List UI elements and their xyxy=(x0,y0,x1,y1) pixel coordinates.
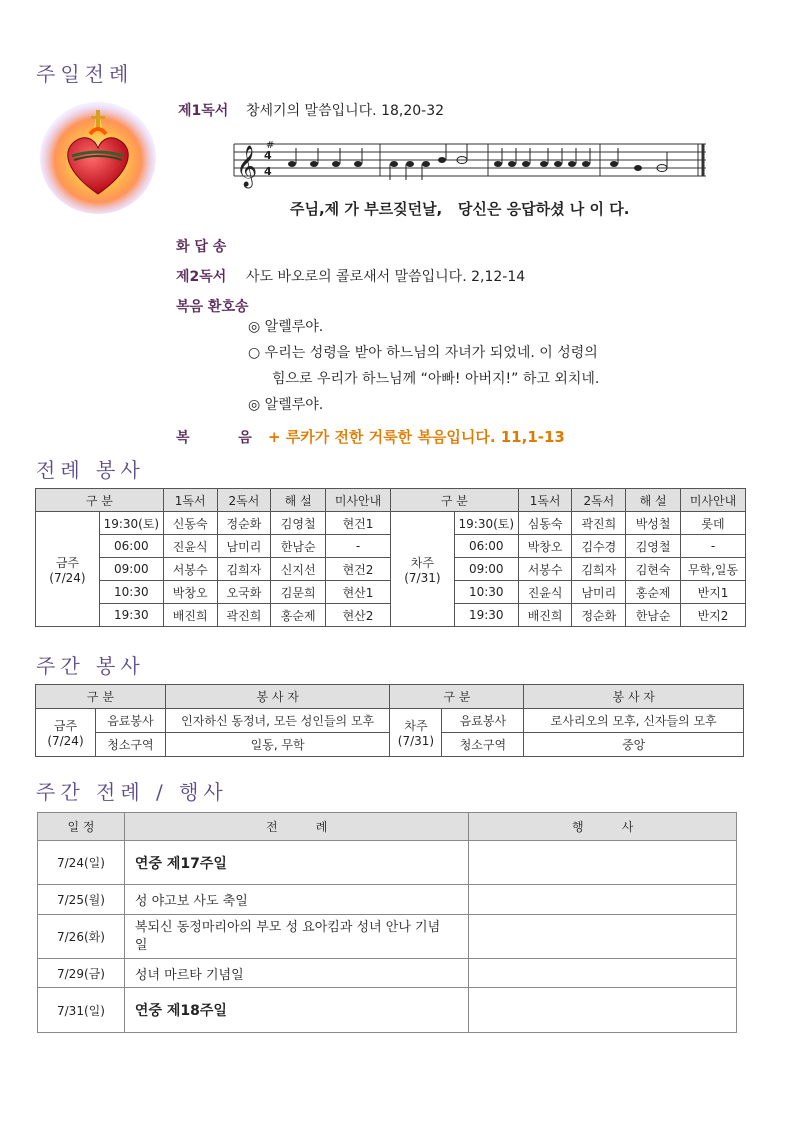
table-cell: 오국화 xyxy=(217,581,271,604)
table-cell: 한남순 xyxy=(626,604,681,627)
weekly-header-div-left: 구 분 xyxy=(36,685,166,709)
table-cell: 현산1 xyxy=(326,581,391,604)
table-cell: 반지2 xyxy=(681,604,746,627)
events-event xyxy=(469,959,737,988)
table-cell: 19:30(토) xyxy=(454,512,518,535)
table-cell: 남미리 xyxy=(217,535,271,558)
table-cell: 무학,일동 xyxy=(681,558,746,581)
table-cell: 음료봉사 xyxy=(442,709,524,733)
table-cell: 김현숙 xyxy=(626,558,681,581)
table-cell: 박성철 xyxy=(626,512,681,535)
svg-text:#: # xyxy=(266,140,275,151)
events-header-liturgy: 전 례 xyxy=(124,813,468,841)
psalm-lyric: 주님,제 가 부르짖던날, 당신은 응답하셨 나 이 다. xyxy=(290,200,630,218)
table-cell: 신동숙 xyxy=(163,512,217,535)
table-cell: 홍순제 xyxy=(271,604,326,627)
table-cell: 19:30 xyxy=(454,604,518,627)
table-cell: 김영철 xyxy=(271,512,326,535)
section-title-events: 주간 전례 / 행사 xyxy=(36,780,228,804)
table-cell: 10:30 xyxy=(99,581,163,604)
events-event xyxy=(469,885,737,915)
events-event xyxy=(469,988,737,1033)
service-header-usher-left: 미사안내 xyxy=(326,489,391,512)
events-liturgy: 연중 제17주일 xyxy=(124,841,468,885)
gospel-label: 복 음 xyxy=(176,430,252,446)
weekly-service-table xyxy=(35,684,744,757)
acclamation-line-4: ◎ 알렐루야. xyxy=(248,397,324,413)
table-cell: 현건2 xyxy=(326,558,391,581)
psalm-music-staff xyxy=(230,134,710,190)
table-cell: 19:30 xyxy=(99,604,163,627)
table-cell: 김영철 xyxy=(626,535,681,558)
service-header-r2-left: 2독서 xyxy=(217,489,271,512)
weekly-header-servant-left: 봉 사 자 xyxy=(165,685,390,709)
service-header-div-left: 구 분 xyxy=(36,489,164,512)
table-cell: 곽진희 xyxy=(572,512,626,535)
table-cell: 중앙 xyxy=(524,733,744,757)
table-cell: - xyxy=(681,535,746,558)
table-cell: 김희자 xyxy=(217,558,271,581)
table-cell: 09:00 xyxy=(454,558,518,581)
service-week-left: 금주 (7/24) xyxy=(36,512,100,627)
sacred-heart-icon xyxy=(36,94,160,216)
events-liturgy: 복되신 동정마리아의 부모 성 요아킴과 성녀 안나 기념일 xyxy=(124,915,468,959)
events-liturgy: 성녀 마르타 기념일 xyxy=(124,959,468,988)
table-cell: 음료봉사 xyxy=(95,709,165,733)
table-cell: 배진희 xyxy=(518,604,572,627)
weekly-week-right: 차주 (7/31) xyxy=(390,709,442,757)
table-row xyxy=(38,915,737,959)
service-header-r1-right: 1독서 xyxy=(518,489,572,512)
table-cell: 09:00 xyxy=(99,558,163,581)
table-cell: 곽진희 xyxy=(217,604,271,627)
table-cell: 로사리오의 모후, 신자들의 모후 xyxy=(524,709,744,733)
section-title-liturgy: 주일전례 xyxy=(36,62,134,86)
acclamation-label: 복음 환호송 xyxy=(176,299,249,315)
table-cell: 롯데 xyxy=(681,512,746,535)
weekly-header-div-right: 구 분 xyxy=(390,685,524,709)
table-cell: 심동숙 xyxy=(518,512,572,535)
events-liturgy: 성 야고보 사도 축일 xyxy=(124,885,468,915)
psalm-label: 화 답 송 xyxy=(176,239,227,255)
service-header-commentary-left: 해 설 xyxy=(271,489,326,512)
table-cell: 10:30 xyxy=(454,581,518,604)
table-cell: 진윤식 xyxy=(163,535,217,558)
table-row xyxy=(38,959,737,988)
svg-text:4: 4 xyxy=(264,165,272,178)
service-table xyxy=(35,488,746,627)
acclamation-line-1: ◎ 알렐루야. xyxy=(248,319,324,335)
table-cell: 인자하신 동정녀, 모든 성인들의 모후 xyxy=(165,709,390,733)
events-date: 7/31(일) xyxy=(38,988,125,1033)
svg-text:4: 4 xyxy=(264,149,272,162)
service-header-div-right: 구 분 xyxy=(390,489,518,512)
reading2-label: 제2독서 xyxy=(176,269,227,285)
reading2-text: 사도 바오로의 콜로새서 말씀입니다. 2,12-14 xyxy=(246,269,526,285)
table-cell: 06:00 xyxy=(99,535,163,558)
table-row xyxy=(38,988,737,1033)
section-title-service: 전례 봉사 xyxy=(36,458,145,482)
table-cell: - xyxy=(326,535,391,558)
table-cell: 김수경 xyxy=(572,535,626,558)
table-cell: 박창오 xyxy=(163,581,217,604)
section-title-weekly: 주간 봉사 xyxy=(36,654,145,678)
service-header-r1-left: 1독서 xyxy=(163,489,217,512)
events-header-event: 행 사 xyxy=(469,813,737,841)
svg-text:𝄞: 𝄞 xyxy=(236,146,258,187)
events-date: 7/24(일) xyxy=(38,841,125,885)
table-cell: 청소구역 xyxy=(95,733,165,757)
events-event xyxy=(469,841,737,885)
acclamation-line-3: 힘으로 우리가 하느님께 “아빠! 아버지!” 하고 외치네. xyxy=(272,371,600,387)
table-cell: 배진희 xyxy=(163,604,217,627)
table-row xyxy=(38,885,737,915)
events-table xyxy=(37,812,737,1033)
table-cell: 일동, 무학 xyxy=(165,733,390,757)
events-date: 7/29(금) xyxy=(38,959,125,988)
table-cell: 한남순 xyxy=(271,535,326,558)
weekly-header-servant-right: 봉 사 자 xyxy=(524,685,744,709)
reading1-text: 창세기의 말씀입니다. 18,20-32 xyxy=(246,103,445,119)
table-cell: 정순화 xyxy=(217,512,271,535)
table-cell: 19:30(토) xyxy=(99,512,163,535)
table-cell: 서봉수 xyxy=(163,558,217,581)
events-header-date: 일 정 xyxy=(38,813,125,841)
acclamation-line-2: ○ 우리는 성령을 받아 하느님의 자녀가 되었네. 이 성령의 xyxy=(248,345,598,361)
service-header-r2-right: 2독서 xyxy=(572,489,626,512)
events-event xyxy=(469,915,737,959)
events-liturgy: 연중 제18주일 xyxy=(124,988,468,1033)
gospel-text: + 루카가 전한 거룩한 복음입니다. 11,1-13 xyxy=(268,428,565,446)
events-date: 7/25(월) xyxy=(38,885,125,915)
table-cell: 반지1 xyxy=(681,581,746,604)
table-cell: 정순화 xyxy=(572,604,626,627)
table-cell: 서봉수 xyxy=(518,558,572,581)
table-cell: 현산2 xyxy=(326,604,391,627)
table-cell: 홍순제 xyxy=(626,581,681,604)
table-row xyxy=(38,841,737,885)
service-header-commentary-right: 해 설 xyxy=(626,489,681,512)
table-cell: 진윤식 xyxy=(518,581,572,604)
table-cell: 남미리 xyxy=(572,581,626,604)
table-cell: 김희자 xyxy=(572,558,626,581)
table-cell: 현건1 xyxy=(326,512,391,535)
table-cell: 박창오 xyxy=(518,535,572,558)
table-cell: 김문희 xyxy=(271,581,326,604)
table-cell: 청소구역 xyxy=(442,733,524,757)
weekly-week-left: 금주 (7/24) xyxy=(36,709,96,757)
table-cell: 06:00 xyxy=(454,535,518,558)
events-date: 7/26(화) xyxy=(38,915,125,959)
reading1-label: 제1독서 xyxy=(178,103,229,119)
service-week-right: 차주 (7/31) xyxy=(390,512,454,627)
service-header-usher-right: 미사안내 xyxy=(681,489,746,512)
table-cell: 신지선 xyxy=(271,558,326,581)
